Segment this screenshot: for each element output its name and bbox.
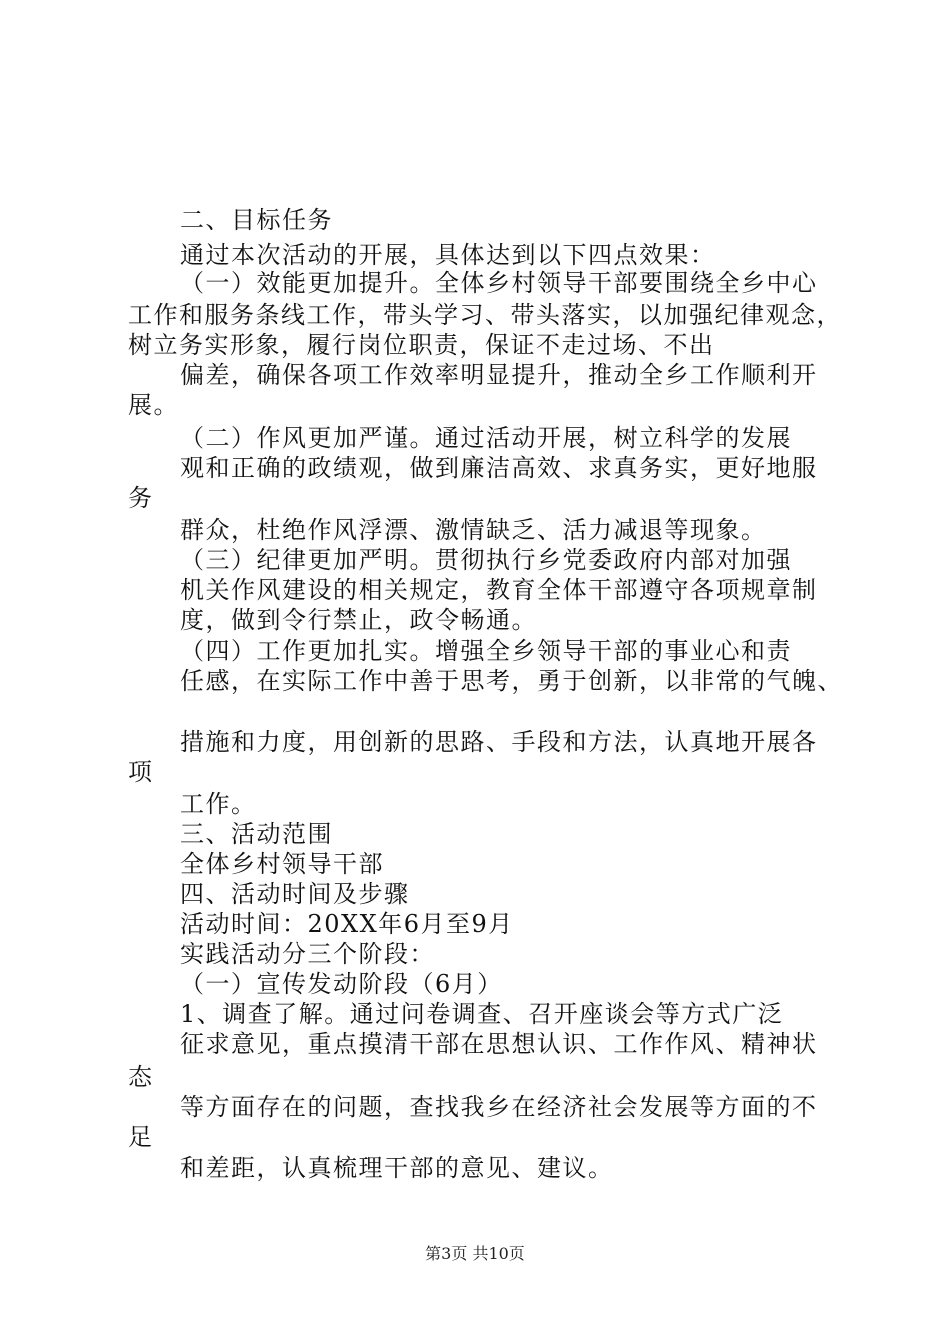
paragraph-line: 措施和力度，用创新的思路、手段和方法，认真地开展各 <box>180 728 818 756</box>
paragraph-line: 任感，在实际工作中善于思考，勇于创新，以非常的气魄、 <box>180 667 843 695</box>
paragraph-line: 偏差，确保各项工作效率明显提升，推动全乡工作顺利开 <box>180 361 818 389</box>
paragraph-line: 实践活动分三个阶段： <box>180 940 435 968</box>
paragraph-line: 群众，杜绝作风浮漂、激情缺乏、活力减退等现象。 <box>180 516 767 544</box>
paragraph-line: 1、调查了解。通过问卷调查、召开座谈会等方式广泛 <box>180 1000 784 1028</box>
paragraph-line: 等方面存在的问题，查找我乡在经济社会发展等方面的不 <box>180 1093 818 1121</box>
heading-scope: 三、活动范围 <box>180 820 333 848</box>
paragraph-line: 工作。 <box>180 790 257 818</box>
paragraph-line: （一）宣传发动阶段（6月） <box>180 970 503 998</box>
paragraph-line: （四）工作更加扎实。增强全乡领导干部的事业心和责 <box>180 637 792 665</box>
heading-schedule: 四、活动时间及步骤 <box>180 880 410 908</box>
paragraph-line: 态 <box>128 1063 154 1091</box>
page-number-footer: 第3页 共10页 <box>425 1244 525 1263</box>
paragraph-line: （二）作风更加严谨。通过活动开展，树立科学的发展 <box>180 424 792 452</box>
paragraph-line: 活动时间：20XX年6月至9月 <box>180 910 514 938</box>
paragraph-line: 观和正确的政绩观，做到廉洁高效、求真务实，更好地服 <box>180 454 818 482</box>
paragraph-line: 项 <box>128 758 154 786</box>
paragraph-line: 全体乡村领导干部 <box>180 850 384 878</box>
paragraph-line: （一）效能更加提升。全体乡村领导干部要围绕全乡中心 <box>180 269 818 297</box>
paragraph-line: 务 <box>128 484 154 512</box>
paragraph-line: 足 <box>128 1123 154 1151</box>
heading-goals: 二、目标任务 <box>180 206 333 234</box>
paragraph-line: 通过本次活动的开展，具体达到以下四点效果： <box>180 241 716 269</box>
paragraph-line: 树立务实形象，履行岗位职责，保证不走过场、不出 <box>128 331 715 359</box>
paragraph-line: （三）纪律更加严明。贯彻执行乡党委政府内部对加强 <box>180 546 792 574</box>
paragraph-line: 工作和服务条线工作，带头学习、带头落实，以加强纪律观念， <box>128 301 842 329</box>
paragraph-line: 征求意见，重点摸清干部在思想认识、工作作风、精神状 <box>180 1030 818 1058</box>
paragraph-line: 度，做到令行禁止，政令畅通。 <box>180 606 537 634</box>
paragraph-line: 机关作风建设的相关规定，教育全体干部遵守各项规章制 <box>180 576 818 604</box>
paragraph-line: 展。 <box>128 391 179 419</box>
paragraph-line: 和差距，认真梳理干部的意见、建议。 <box>180 1154 614 1182</box>
